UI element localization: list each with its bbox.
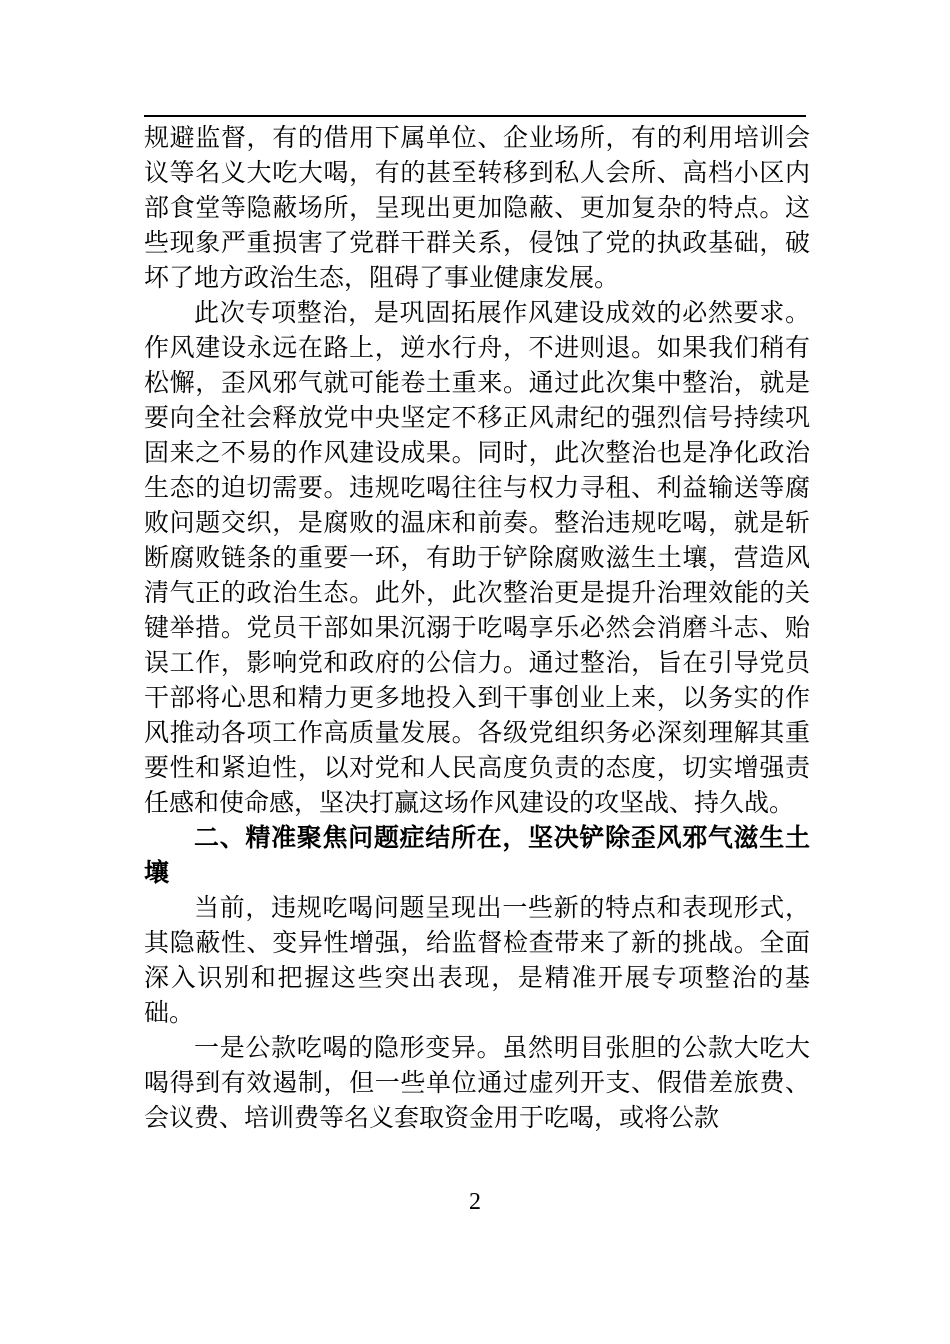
paragraph-body: 当前，违规吃喝问题呈现出一些新的特点和表现形式，其隐蔽性、变异性增强，给监督检查带来了新的挑战。全面深入识别和把握这些突出表现，是精准开展专项整治的基础。: [144, 893, 810, 1027]
paragraph-body: 一是公款吃喝的隐形变异。虽然明目张胆的公款大吃大喝得到有效遏制，但一些单位通过虚列开支、假借差旅费、会议费、培训费等名义套取资金用于吃喝，或将公款: [144, 1033, 810, 1132]
paragraph-continuation: 规避监督，有的借用下属单位、企业场所，有的利用培训会议等名义大吃大喝，有的甚至转移到私人会所、高档小区内部食堂等隐蔽场所，呈现出更加隐蔽、更加复杂的特点。这些现象严重损害了党群干群关系，侵蚀了党的执政基础，破坏了地方政治生态，阻碍了事业健康发展。: [144, 123, 810, 292]
document-body: [144, 120, 810, 1135]
section-heading: 二、精准聚焦问题症结所在，坚决铲除歪风邪气滋生土壤: [144, 823, 810, 887]
header-rule: [144, 115, 806, 117]
page-number: 2: [469, 1189, 481, 1215]
paragraph-body: 此次专项整治，是巩固拓展作风建设成效的必然要求。作风建设永远在路上，逆水行舟，不进则退。如果我们稍有松懈，歪风邪气就可能卷土重来。通过此次集中整治，就是要向全社会释放党中央坚定不移正风肃纪的强烈信号持续巩固来之不易的作风建设成果。同时，此次整治也是净化政治生态的迫切需要。违规吃喝往往与权力寻租、利益输送等腐败问题交织，是腐败的温床和前奏。整治违规吃喝，就是斩断腐败链条的重要一环，有助于铲除腐败滋生土壤，营造风清气正的政治生态。此外，此次整治更是提升治理效能的关键举措。党员干部如果沉溺于吃喝享乐必然会消磨斗志、贻误工作，影响党和政府的公信力。通过整治，旨在引导党员干部将心思和精力更多地投入到干事创业上来，以务实的作风推动各项工作高质量发展。各级党组织务必深刻理解其重要性和紧迫性，以对党和人民高度负责的态度，切实增强责任感和使命感，坚决打赢这场作风建设的攻坚战、持久战。: [144, 298, 810, 817]
